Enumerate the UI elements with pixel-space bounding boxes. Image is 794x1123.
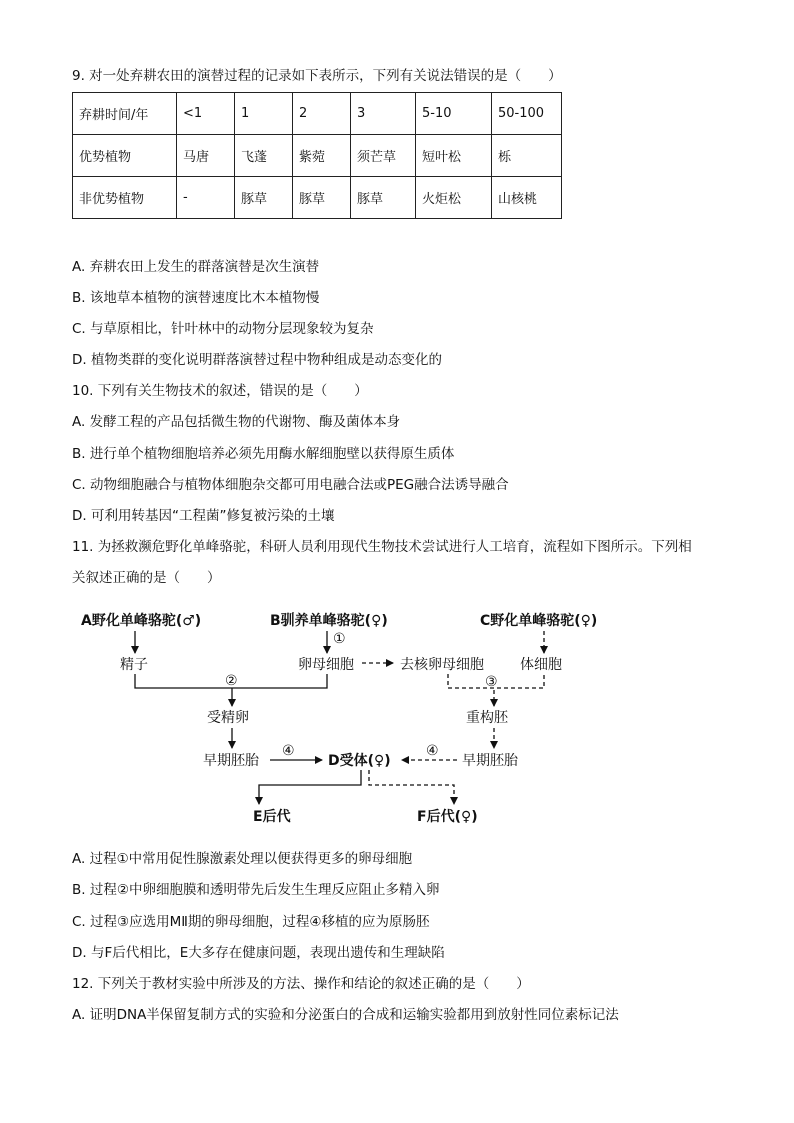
node-a-wild-male-camel: A野化单峰骆驼(♂) xyxy=(81,613,202,629)
q10-option-d: D. 可利用转基因“工程菌”修复被污染的土壤 xyxy=(72,508,335,524)
offspring-f-label: F后代(♀) xyxy=(417,809,478,825)
enucleated-oocyte-label: 去核卵母细胞 xyxy=(400,657,484,673)
table-cell: 紫菀 xyxy=(293,135,351,177)
table-cell: 山核桃 xyxy=(492,177,562,219)
q9-option-c: C. 与草原相比，针叶林中的动物分层现象较为复杂 xyxy=(72,321,374,337)
table-cell: 50-100 xyxy=(492,93,562,135)
recipient-female-label: D受体(♀) xyxy=(328,753,391,769)
q11-stem-line2: 关叙述正确的是（ ） xyxy=(72,570,221,586)
oocyte-label: 卵母细胞 xyxy=(298,657,354,673)
table-cell: 5-10 xyxy=(416,93,492,135)
table-cell: 马唐 xyxy=(177,135,235,177)
somatic-cell-label: 体细胞 xyxy=(520,657,562,673)
early-embryo-right-label: 早期胚胎 xyxy=(462,753,518,769)
q9-stem: 9. 对一处弃耕农田的演替过程的记录如下表所示，下列有关说法错误的是（ ） xyxy=(72,68,562,84)
q10-option-b: B. 进行单个植物细胞培养必须先用酶水解细胞壁以获得原生质体 xyxy=(72,446,455,462)
step-3-marker: ③ xyxy=(485,674,498,690)
q9-option-a: A. 弃耕农田上发生的群落演替是次生演替 xyxy=(72,259,320,275)
arrow-recipient-to-e xyxy=(259,770,361,804)
table-cell: 弃耕时间/年 xyxy=(73,93,177,135)
table-cell: - xyxy=(177,177,235,219)
sperm-label: 精子 xyxy=(120,657,148,673)
table-cell: 3 xyxy=(351,93,416,135)
table-cell: 2 xyxy=(293,93,351,135)
node-c-wild-female-camel: C野化单峰骆驼(♀) xyxy=(480,613,598,629)
q10-option-a: A. 发酵工程的产品包括微生物的代谢物、酶及菌体本身 xyxy=(72,414,401,430)
reconstructed-embryo-label: 重构胚 xyxy=(466,710,508,726)
table-cell: 短叶松 xyxy=(416,135,492,177)
q11-option-b: B. 过程②中卵细胞膜和透明带先后发生生理反应阻止多精入卵 xyxy=(72,882,440,898)
table-cell: 豚草 xyxy=(293,177,351,219)
step-4-left-marker: ④ xyxy=(282,743,295,759)
fertilized-egg-label: 受精卵 xyxy=(207,710,249,726)
step-2-marker: ② xyxy=(225,673,238,689)
table-cell: 豚草 xyxy=(235,177,293,219)
q12-option-a: A. 证明DNA半保留复制方式的实验和分泌蛋白的合成和运输实验都用到放射性同位素标记法 xyxy=(72,1007,619,1023)
table-cell: 非优势植物 xyxy=(73,177,177,219)
q9-option-d: D. 植物类群的变化说明群落演替过程中物种组成是动态变化的 xyxy=(72,352,442,368)
q11-option-c: C. 过程③应选用MⅡ期的卵母细胞，过程④移植的应为原肠胚 xyxy=(72,914,430,930)
table-cell: 栎 xyxy=(492,135,562,177)
q10-option-c: C. 动物细胞融合与植物体细胞杂交都可用电融合法或PEG融合法诱导融合 xyxy=(72,477,509,493)
step-1-marker: ① xyxy=(333,631,346,647)
q12-stem: 12. 下列关于教材实验中所涉及的方法、操作和结论的叙述正确的是（ ） xyxy=(72,976,530,992)
table-cell: 1 xyxy=(235,93,293,135)
offspring-e-label: E后代 xyxy=(253,809,291,825)
table-cell: 火炬松 xyxy=(416,177,492,219)
q11-stem-line1: 11. 为拯救濒危野化单峰骆驼，科研人员利用现代生物技术尝试进行人工培育，流程如下图所示。下列相 xyxy=(72,539,692,555)
arrow-recipient-to-f xyxy=(369,770,454,804)
early-embryo-left-label: 早期胚胎 xyxy=(203,753,259,769)
table-cell: 优势植物 xyxy=(73,135,177,177)
step-4-right-marker: ④ xyxy=(426,743,439,759)
node-b-domestic-female-camel: B驯养单峰骆驼(♀) xyxy=(270,613,388,629)
table-cell: 豚草 xyxy=(351,177,416,219)
table-cell: <1 xyxy=(177,93,235,135)
q9-option-b: B. 该地草本植物的演替速度比木本植物慢 xyxy=(72,290,320,306)
table-cell: 须芒草 xyxy=(351,135,416,177)
q10-stem: 10. 下列有关生物技术的叙述，错误的是（ ） xyxy=(72,383,368,399)
q11-option-d: D. 与F后代相比，E大多存在健康问题，表现出遗传和生理缺陷 xyxy=(72,945,445,961)
table-cell: 飞蓬 xyxy=(235,135,293,177)
q11-option-a: A. 过程①中常用促性腺激素处理以便获得更多的卵母细胞 xyxy=(72,851,413,867)
